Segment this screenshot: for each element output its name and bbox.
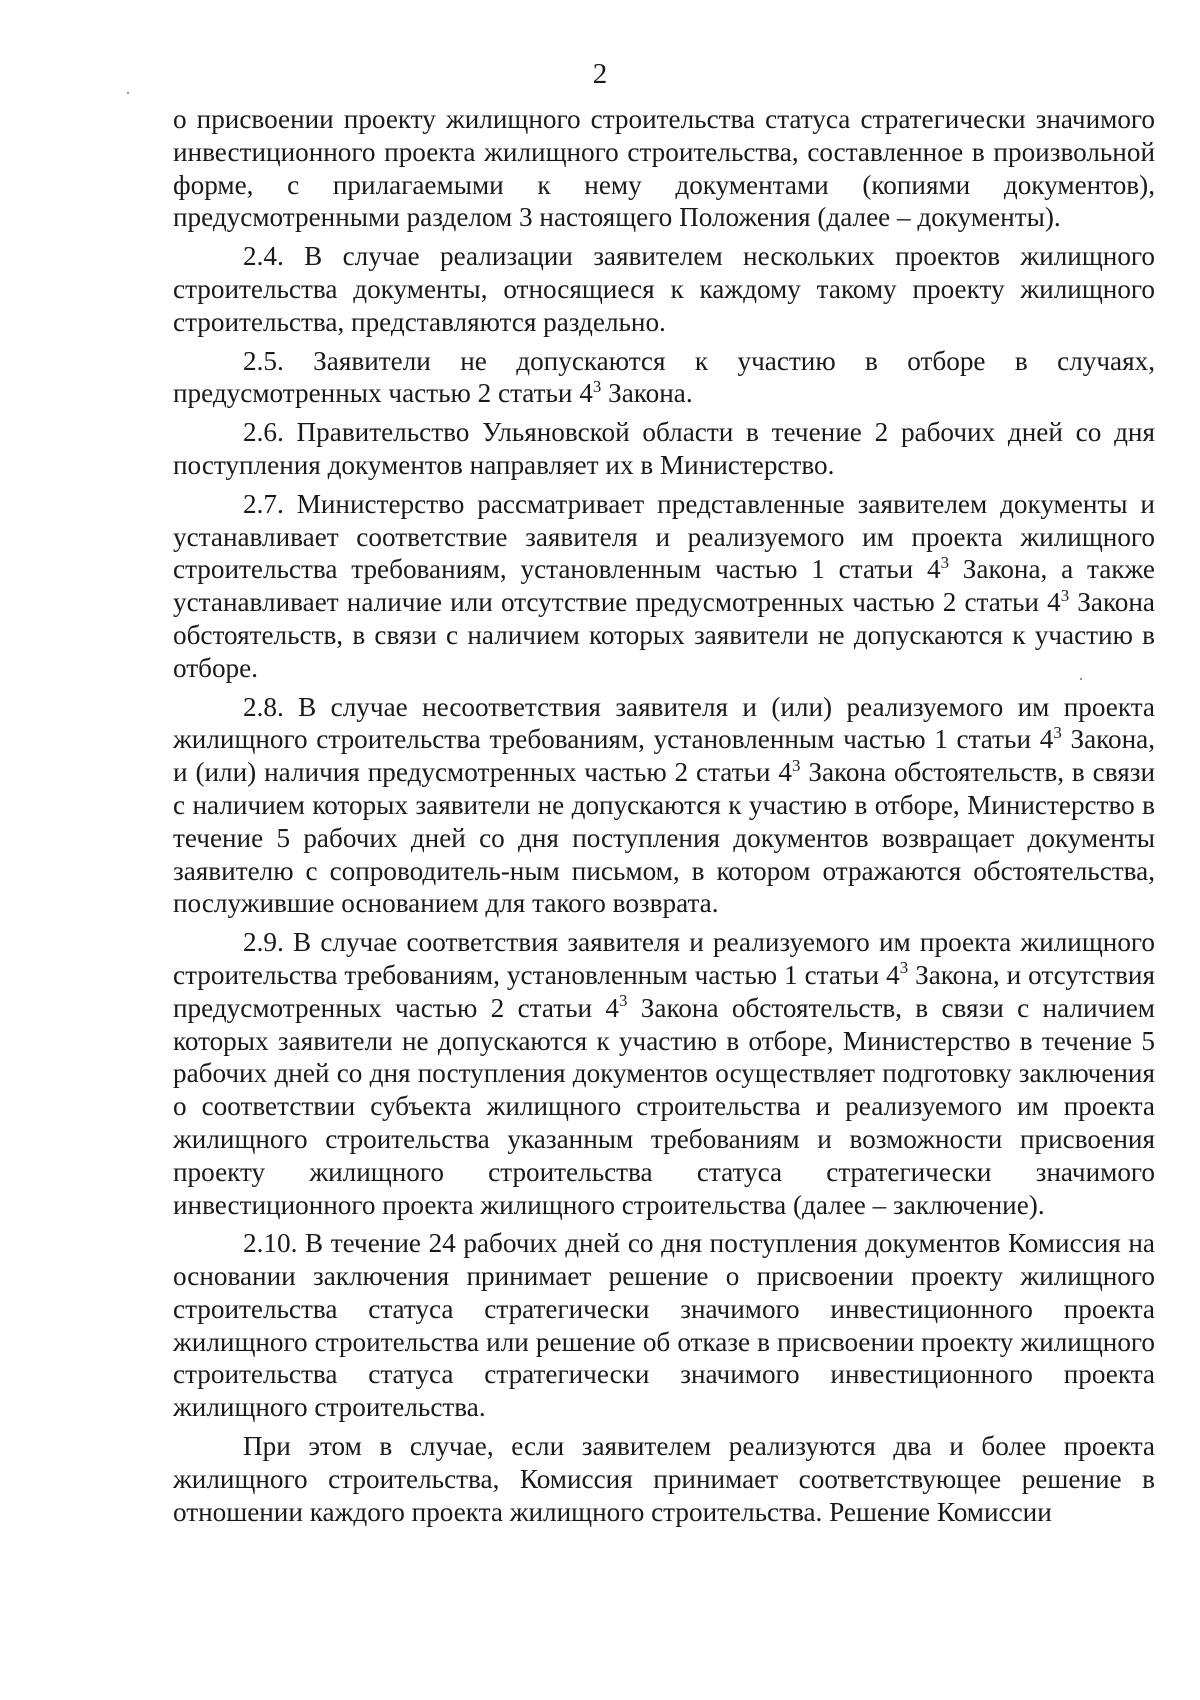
superscript: 3: [791, 755, 801, 775]
scan-speck: [127, 92, 129, 94]
scan-speck: [1080, 678, 1082, 680]
text-run: Закона, и отсутствия предусмотренных частью 2 статьи 4: [173, 959, 1155, 1023]
superscript: 3: [1060, 585, 1070, 605]
text-run: 2.6. Правительство Ульяновской области в течение 2 рабочих дней со дня поступления документов направляет их в Министерство.: [173, 417, 1155, 480]
text-run: Закона, а также устанавливает наличие или отсутствие предусмотренных частью 2 статьи 4: [173, 554, 1155, 618]
paragraph-2-8: [173, 691, 1155, 921]
text-run: Закона.: [601, 378, 693, 409]
paragraph-2-9: [173, 926, 1155, 1221]
text-run: 2.8. В случае несоответствия заявителя и (или) реализуемого им проекта жилищного строительства требованиям, установленным частью 1 статьи 4: [173, 691, 1155, 755]
text-run: 2.7. Министерство рассматривает представленные заявителем документы и устанавливает соответствие заявителя и реализуемого им проекта жилищного строительства требованиям, установленным частью 1 статьи 4: [173, 488, 1155, 585]
text-run: 2.4. В случае реализации заявителем нескольких проектов жилищного строительства документы, относящиеся к каждому такому проекту жилищного строительства, представляются раздельно.: [173, 241, 1155, 337]
text-run: 2.5. Заявители не допускаются к участию в отборе в случаях, предусмотренных частью 2 статьи 4: [173, 345, 1155, 409]
superscript: 3: [592, 376, 602, 396]
paragraph-continuation: [173, 103, 1155, 234]
text-run: Закона обстоятельств, в связи с наличием которых заявители не допускаются к участию в отборе, Министерство в течение 5 рабочих дней со дня поступления документов осуществляет подготовку заключения о соответствии субъекта жилищного строительства и реализуемого им проекта жилищного строительства указанным требованиям и возможности присвоения проекту жилищного строительства статуса стратегически значимого инвестиционного проекта жилищного строительства (далее – заключение).: [173, 992, 1156, 1220]
superscript: 3: [1053, 722, 1062, 742]
text-run: о присвоении проекту жилищного строительства статуса стратегически значимого инвестиционного проекта жилищного строительства, составленное в произвольной форме, с прилагаемыми к нему документами (копиями документов), предусмотренными разделом 3 настоящего Положения (далее – документы).: [173, 104, 1155, 233]
paragraph-2-7: [173, 488, 1155, 685]
superscript: 3: [899, 958, 909, 978]
paragraph-2-5: [173, 345, 1155, 411]
text-run: Закона, и (или) наличия предусмотренных частью 2 статьи 4: [173, 724, 1155, 788]
superscript: 3: [940, 552, 949, 572]
paragraph-2-10-continued: [173, 1430, 1155, 1528]
text-run: 2.10. В течение 24 рабочих дней со дня поступления документов Комиссия на основании заключения принимает решение о присвоении проекту жилищного строительства статуса стратегически значимого инвестиционного проекта жилищного строительства или решение об отказе в присвоении проекту жилищного строительства статуса стратегически значимого инвестиционного проекта жилищного строительства.: [173, 1228, 1155, 1423]
text-run: Закона обстоятельств, в связи с наличием которых заявители не допускаются к участию в отборе.: [173, 587, 1155, 683]
text-run: 2.9. В случае соответствия заявителя и реализуемого им проекта жилищного строительства требованиям, установленным частью 1 статьи 4: [173, 927, 1155, 990]
text-run: При этом в случае, если заявителем реализуются два и более проекта жилищного строительства, Комиссия принимает соответствующее решение в отношении каждого проекта жилищного строительства. Решение Комиссии: [173, 1431, 1155, 1527]
paragraph-2-10: [173, 1227, 1155, 1424]
document-body: [173, 103, 1155, 1528]
page-number: 2: [592, 58, 608, 90]
text-run: Закона обстоятельств, в связи с наличием которых заявители не допускаются к участию в отборе, Министерство в течение 5 рабочих дней со дня поступления документов возвращает документы заявителю с сопроводитель-ным письмом, в котором отражаются обстоятельства, послужившие основанием для такого возврата.: [173, 757, 1156, 919]
paragraph-2-4: [173, 240, 1155, 338]
superscript: 3: [619, 991, 628, 1011]
paragraph-2-6: [173, 416, 1155, 482]
